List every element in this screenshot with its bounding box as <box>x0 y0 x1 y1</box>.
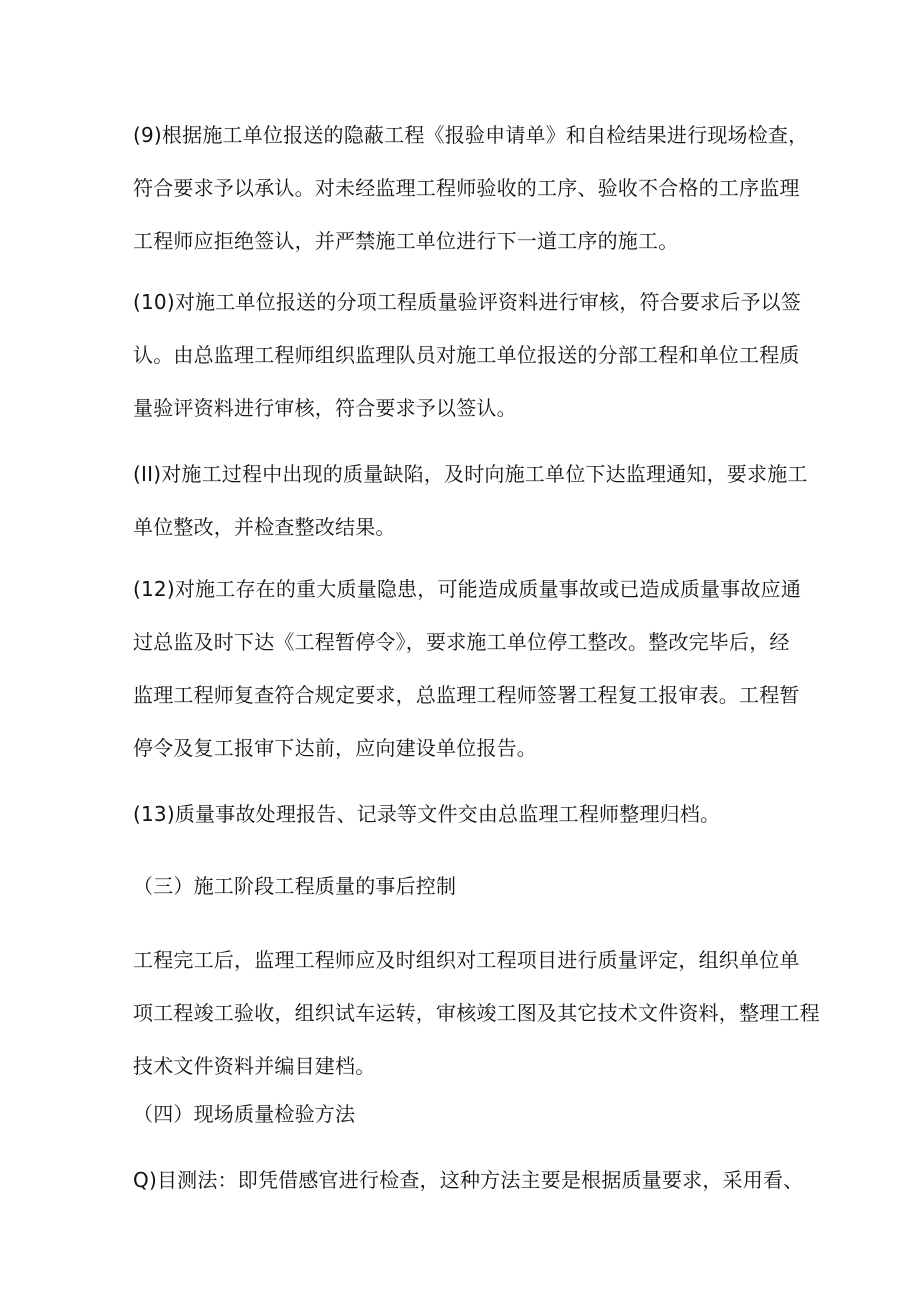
paragraph-item-11 <box>133 448 808 554</box>
paragraph-item-12 <box>133 563 803 775</box>
text-line: (13)质量事故处理报告、记录等文件交由总监理工程师整理归档。 <box>133 802 721 826</box>
heading-line: （四）现场质量检验方法 <box>133 1102 356 1126</box>
heading-line: （三）施工阶段工程质量的事后控制 <box>133 874 457 898</box>
paragraph-post-control <box>133 934 820 1093</box>
text-line: (II)对施工过程中出现的质量缺陷，及时向施工单位下达监理通知，要求施工 <box>133 462 808 486</box>
text-line: 停令及复工报审下达前，应向建设单位报告。 <box>133 736 537 760</box>
text-line: Q)目测法：即凭借感官进行检查，这种方法主要是根据质量要求，采用看、 <box>133 1168 804 1192</box>
text-line: (10)对施工单位报送的分项工程质量验评资料进行审核，符合要求后予以签 <box>133 290 802 314</box>
text-line: 监理工程师复查符合规定要求，总监理工程师签署工程复工报审表。工程暂 <box>133 683 800 707</box>
section-heading-3 <box>133 860 803 913</box>
paragraph-item-9 <box>133 109 809 268</box>
text-line: 过总监及时下达《工程暂停令》，要求施工单位停工整改。整改完毕后，经 <box>133 630 790 654</box>
text-line: 符合要求予以承认。对未经监理工程师验收的工序、验收不合格的工序监理 <box>133 176 800 200</box>
text-line: 技术文件资料并编目建档。 <box>133 1054 376 1078</box>
paragraph-item-10 <box>133 276 803 435</box>
text-line: 工程师应拒绝签认，并严禁施工单位进行下一道工序的施工。 <box>133 229 679 253</box>
text-line: 量验评资料进行审核，符合要求予以签认。 <box>133 396 517 420</box>
text-line: (9)根据施工单位报送的隐蔽工程《报验申请单》和自检结果进行现场检查， <box>133 123 809 147</box>
text-line: 认。由总监理工程师组织监理队员对施工单位报送的分部工程和单位工程质 <box>133 343 800 367</box>
paragraph-visual-method <box>133 1154 803 1207</box>
paragraph-item-13 <box>133 788 803 841</box>
section-heading-4 <box>133 1088 803 1141</box>
text-line: (12)对施工存在的重大质量隐患，可能造成质量事故或已造成质量事故应通 <box>133 577 802 601</box>
text-line: 项工程竣工验收，组织试车运转，审核竣工图及其它技术文件资料，整理工程 <box>133 1001 820 1025</box>
text-line: 单位整改，并检查整改结果。 <box>133 515 396 539</box>
text-line: 工程完工后，监理工程师应及时组织对工程项目进行质量评定，组织单位单 <box>133 948 800 972</box>
